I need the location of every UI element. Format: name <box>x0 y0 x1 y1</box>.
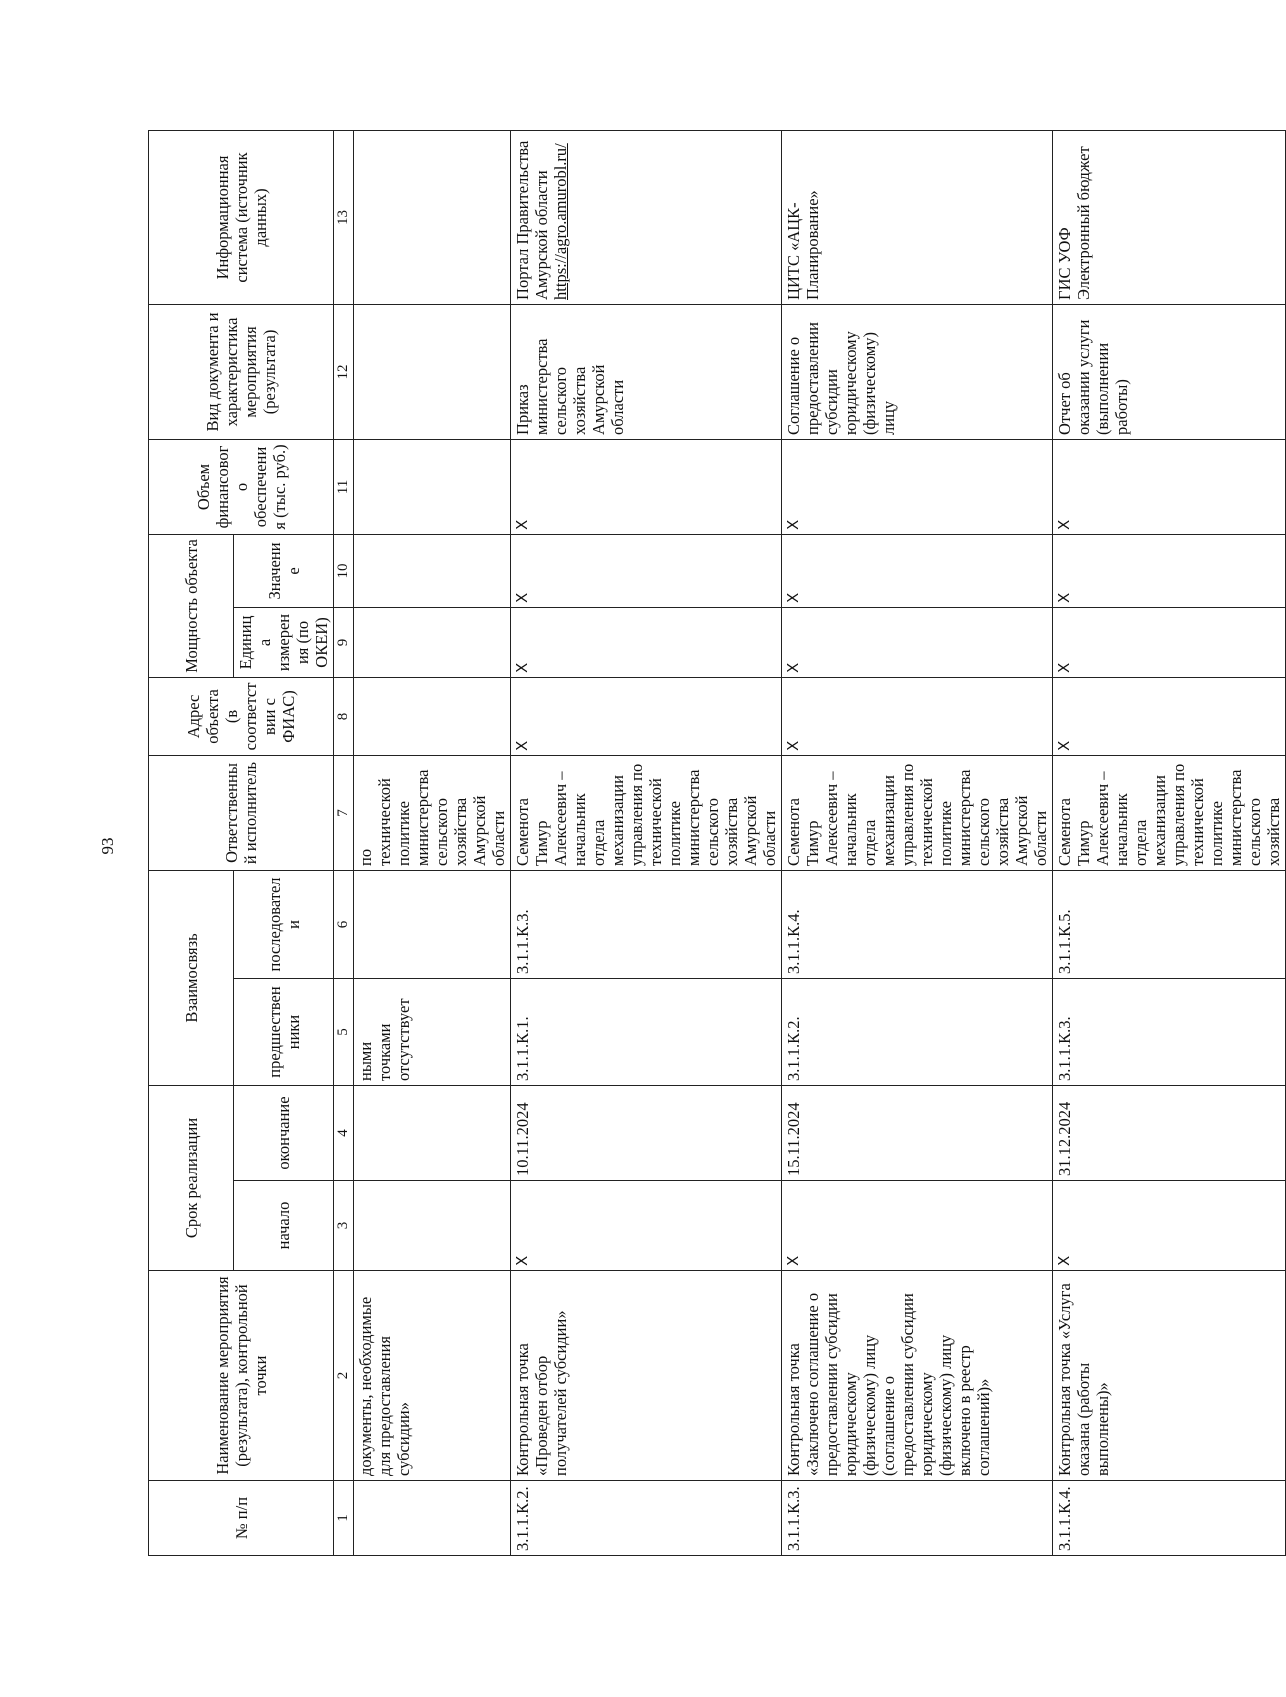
column-number: 4 <box>334 1085 354 1180</box>
table-row <box>354 130 511 1555</box>
row-info-system-cell <box>511 130 782 304</box>
header-end: окончание <box>234 1085 334 1180</box>
row-start: X <box>511 1181 782 1271</box>
header-start: начало <box>234 1181 334 1271</box>
column-number: 10 <box>334 534 354 607</box>
row-end: 31.12.2024 <box>1053 1085 1286 1180</box>
row-number: 3.1.1.К.4. <box>1053 1481 1286 1556</box>
header-document: Вид документа и характеристика мероприятия (результата) <box>149 304 334 439</box>
row-predecessor: ными точками отсутствует <box>354 978 511 1085</box>
row-successor: 3.1.1.К.5. <box>1053 870 1286 978</box>
row-finance: X <box>782 439 1053 534</box>
row-responsible: Семенота Тимур Алексеевич – начальник отдела механизации управления по технической политике министерства сельского хозяйства Амурской области <box>782 755 1053 870</box>
header-row-1 <box>149 130 234 1555</box>
column-number: 11 <box>334 439 354 534</box>
row-end: 10.11.2024 <box>511 1085 782 1180</box>
row-successor <box>354 870 511 978</box>
header-moshnost: Мощность объекта <box>149 534 234 677</box>
column-number: 5 <box>334 978 354 1085</box>
row-value: X <box>782 534 1053 607</box>
row-unit: X <box>782 607 1053 677</box>
column-number: 12 <box>334 304 354 439</box>
rotated-table-container <box>148 131 1283 1556</box>
header-address: Адрес объекта (в соответствии с ФИАС) <box>149 677 334 755</box>
header-finance: Объем финансового обеспечения (тыс. руб.) <box>149 439 334 534</box>
row-unit: X <box>1053 607 1286 677</box>
row-value <box>354 534 511 607</box>
header-unit: Единица измерения (по ОКЕИ) <box>234 607 334 677</box>
table-row <box>511 130 782 1555</box>
row-name: Контрольная точка «Заключено соглашение о предоставлении субсидии юридическому (физическому) лицу (соглашение о предоставлении субсидии юридическому (физическому) лицу включено в реестр соглашений)» <box>782 1271 1053 1481</box>
row-info-system: ГИС УОФ Электронный бюджет <box>1053 130 1286 304</box>
row-end <box>354 1085 511 1180</box>
row-value: X <box>511 534 782 607</box>
plan-table <box>148 130 1286 1556</box>
row-document: Приказ министерства сельского хозяйства Амурской области <box>511 304 782 439</box>
row-responsible: Семенота Тимур Алексеевич – начальник отдела механизации управления по технической политике министерства сельского хозяйства Амурской области <box>511 755 782 870</box>
row-start: X <box>782 1181 1053 1271</box>
portal-link[interactable]: https://agro.amurobl.ru/ <box>551 143 570 300</box>
header-info-system: Информационная система (источник данных) <box>149 130 334 304</box>
row-number: 3.1.1.К.2. <box>511 1481 782 1556</box>
row-document: Отчет об оказании услуги (выполнении работы) <box>1053 304 1286 439</box>
header-vzaimosvyaz: Взаимосвязь <box>149 870 234 1085</box>
row-address: X <box>782 677 1053 755</box>
column-number: 7 <box>334 755 354 870</box>
row-finance: X <box>511 439 782 534</box>
header-responsible: Ответственный исполнитель <box>149 755 334 870</box>
header-successors: последователи <box>234 870 334 978</box>
row-name: Контрольная точка «Проведен отбор получателей субсидии» <box>511 1271 782 1481</box>
row-finance <box>354 439 511 534</box>
row-finance: X <box>1053 439 1286 534</box>
row-number <box>354 1481 511 1556</box>
row-value: X <box>1053 534 1286 607</box>
row-predecessor: 3.1.1.К.1. <box>511 978 782 1085</box>
row-start: X <box>1053 1181 1286 1271</box>
row-predecessor: 3.1.1.К.3. <box>1053 978 1286 1085</box>
header-srok: Срок реализации <box>149 1085 234 1270</box>
table-row <box>1053 130 1286 1555</box>
header-num: № п/п <box>149 1481 334 1556</box>
row-unit: X <box>511 607 782 677</box>
row-info-system <box>354 130 511 304</box>
row-address: X <box>1053 677 1286 755</box>
row-successor: 3.1.1.К.4. <box>782 870 1053 978</box>
row-successor: 3.1.1.К.3. <box>511 870 782 978</box>
row-responsible: по технической политике министерства сельского хозяйства Амурской области <box>354 755 511 870</box>
column-number: 13 <box>334 130 354 304</box>
page-number: 93 <box>98 837 117 855</box>
row-responsible: Семенота Тимур Алексеевич – начальник отдела механизации управления по технической политике министерства сельского хозяйства <box>1053 755 1286 870</box>
row-start <box>354 1181 511 1271</box>
row-address <box>354 677 511 755</box>
row-document <box>354 304 511 439</box>
column-number: 2 <box>334 1271 354 1481</box>
column-number: 8 <box>334 677 354 755</box>
row-unit <box>354 607 511 677</box>
column-numbers-row <box>334 130 354 1555</box>
table-row <box>782 130 1053 1555</box>
column-number: 6 <box>334 870 354 978</box>
row-number: 3.1.1.К.3. <box>782 1481 1053 1556</box>
row-address: X <box>511 677 782 755</box>
row-document: Соглашение о предоставлении субсидии юридическому (физическому) лицу <box>782 304 1053 439</box>
column-number: 1 <box>334 1481 354 1556</box>
row-end: 15.11.2024 <box>782 1085 1053 1180</box>
row-info-system: Портал Правительства Амурской области <box>513 140 551 300</box>
column-number: 3 <box>334 1181 354 1271</box>
column-number: 9 <box>334 607 354 677</box>
header-name: Наименование мероприятия (результата), контрольной точки <box>149 1271 334 1481</box>
row-predecessor: 3.1.1.К.2. <box>782 978 1053 1085</box>
header-value: Значение <box>234 534 334 607</box>
row-info-system: ЦИТС «АЦК-Планирование» <box>782 130 1053 304</box>
row-name: документы, необходимые для предоставления субсидии» <box>354 1271 511 1481</box>
header-predecessors: предшественники <box>234 978 334 1085</box>
row-name: Контрольная точка «Услуга оказана (работы выполнены)» <box>1053 1271 1286 1481</box>
